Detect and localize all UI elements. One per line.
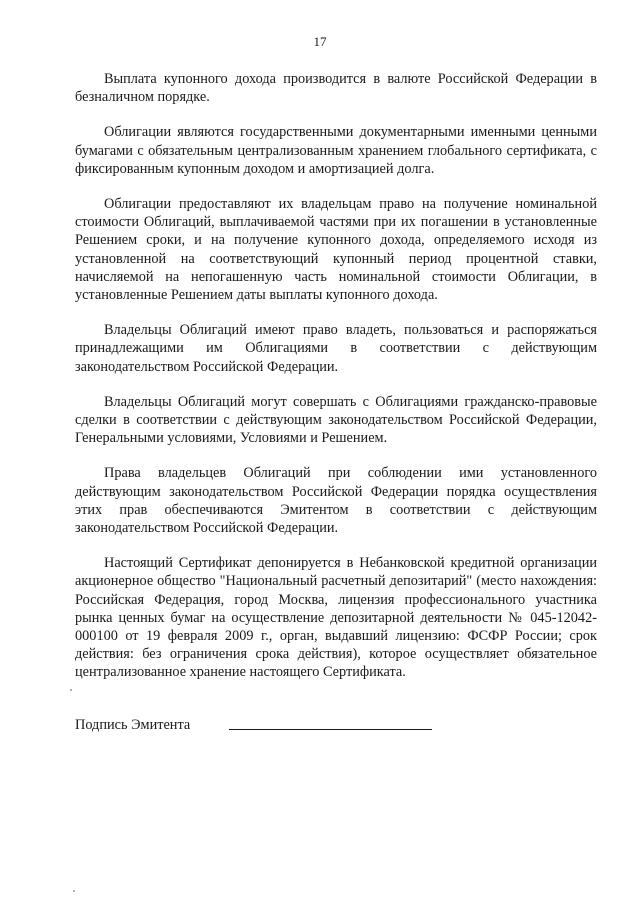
paragraph-depository: Настоящий Сертификат депонируется в Небанковской кредитной организации акционерное общество "Национальный расчетный депозитарий" (место нахождения: Российская Федерация, город Москва, лицензия профессионального участника рынка ценных бумаг на осуществление депозитарной деятельности № 045-12042-000100 от 19 февраля 2009 г., орган, выдавший лицензию: ФСФР России; срок действия: без ограничения срока действия), которое осуществляет обязательное централизованное хранение настоящего Сертификата. xyxy=(75,555,597,681)
page-number: 17 xyxy=(313,34,327,49)
paragraph-holder-rights: Облигации предоставляют их владельцам право на получение номинальной стоимости Облигаций, выплачиваемой частями при их погашении в установленные Решением сроки, и на получение купонного дохода, определяемого исходя из установленной на соответствующий купонный период процентной ставки, начисляемой на непогашенную часть номинальной стоимости Облигации, в установленные Решением даты выплаты купонного дохода. xyxy=(75,196,597,304)
paragraph-rights-enforcement: Права владельцев Облигаций при соблюдении ими установленного действующим законодательством Российской Федерации порядка осуществления этих прав обеспечиваются Эмитентом в соответствии с действующим законодательством Российской Федерации. xyxy=(75,465,597,537)
paragraph-bond-type: Облигации являются государственными документарными именными ценными бумагами с обязательным централизованным хранением глобального сертификата, с фиксированным купонным доходом и амортизацией долга. xyxy=(75,124,597,177)
paragraph-ownership: Владельцы Облигаций имеют право владеть, пользоваться и распоряжаться принадлежащими им Облигациями в соответствии с действующим законодательством Российской Федерации. xyxy=(75,322,597,375)
signature-label: Подпись Эмитента xyxy=(75,717,191,733)
document-body xyxy=(75,70,597,699)
scan-artifact xyxy=(73,890,75,892)
scan-artifact xyxy=(70,689,72,691)
paragraph-coupon-payment: Выплата купонного дохода производится в валюте Российской Федерации в безналичном порядке. xyxy=(75,71,597,106)
paragraph-transactions: Владельцы Облигаций могут совершать с Облигациями гражданско-правовые сделки в соответствии с действующим законодательством Российской Федерации, Генеральными условиями, Условиями и Решением. xyxy=(75,393,597,447)
signature-line xyxy=(229,729,432,730)
